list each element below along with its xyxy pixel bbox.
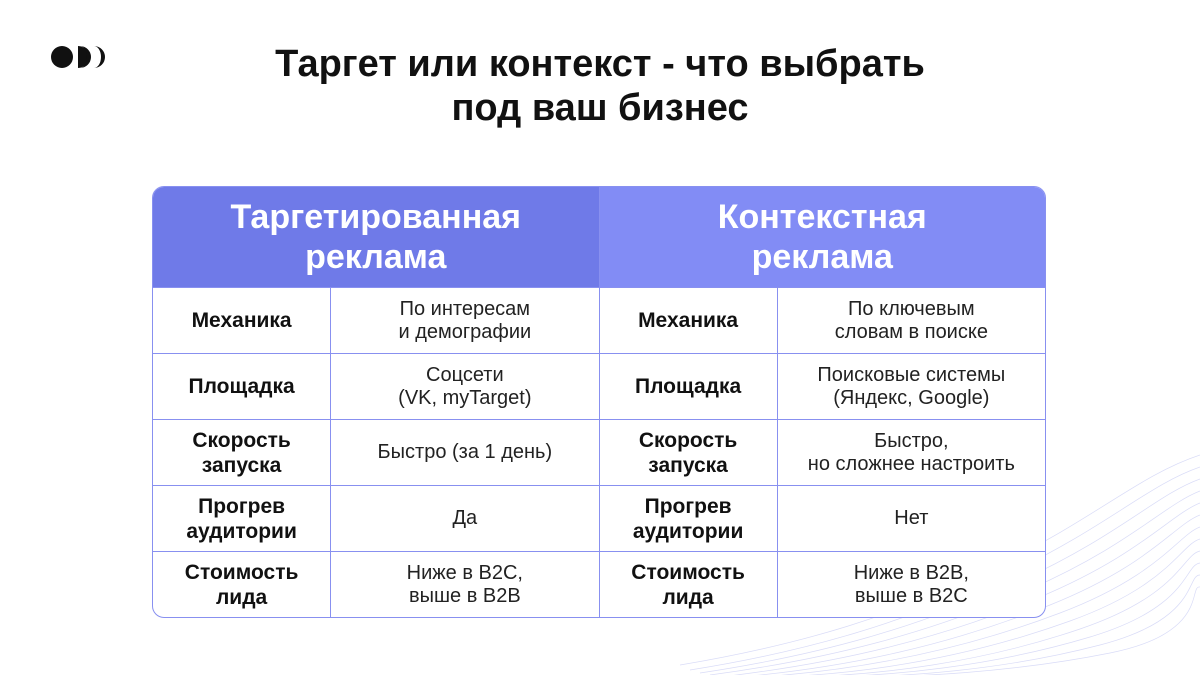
- row-value-text: но сложнее настроить: [807, 452, 1015, 475]
- row-label-text: запуска: [201, 453, 282, 477]
- row-value-audience-warmup: [778, 486, 1045, 551]
- row-value-text: Ниже в B2C,: [406, 561, 523, 584]
- context-ads-column: [599, 187, 1046, 617]
- row-value-platform: [778, 354, 1045, 419]
- table-row: [153, 288, 599, 354]
- context-ads-header-line-1: Контекстная: [717, 198, 927, 236]
- context-ads-header: [600, 187, 1046, 288]
- row-label-launch-speed: [153, 420, 331, 485]
- row-label-text: Площадка: [635, 375, 742, 398]
- context-ads-header-line-2: реклама: [751, 238, 893, 276]
- row-value-platform: [331, 354, 598, 419]
- row-value-launch-speed: [778, 420, 1045, 485]
- row-value-text: По ключевым: [848, 297, 975, 320]
- row-value-text: словам в поиске: [834, 320, 988, 343]
- row-label-lead-cost: [600, 552, 778, 617]
- row-value-text: выше в B2C: [854, 584, 968, 607]
- targeted-ads-header: [153, 187, 599, 288]
- row-value-text: По интересам: [399, 297, 531, 320]
- row-label-text: аудитории: [632, 519, 744, 543]
- table-row: [153, 486, 599, 552]
- row-value-text: Нет: [894, 507, 929, 529]
- row-value-text: (VK, myTarget): [398, 386, 532, 409]
- row-label-text: аудитории: [186, 519, 297, 543]
- row-label-text: Механика: [191, 309, 292, 332]
- row-label-text: лида: [215, 585, 268, 609]
- row-label-platform: [600, 354, 778, 419]
- row-label-text: Стоимость: [184, 560, 299, 584]
- row-value-text: Быстро (за 1 день): [377, 441, 553, 463]
- row-value-text: выше в B2B: [408, 584, 521, 607]
- targeted-ads-column: [153, 187, 599, 617]
- row-value-launch-speed: [331, 420, 598, 485]
- row-label-text: Стоимость: [631, 560, 745, 584]
- table-row: [600, 486, 1046, 552]
- page-title: [0, 42, 1200, 130]
- row-value-text: (Яндекс, Google): [833, 386, 990, 409]
- row-value-text: Быстро,: [874, 429, 949, 452]
- page-title-line-1: Таргет или контекст - что выбрать: [275, 43, 925, 85]
- row-label-text: Площадка: [188, 375, 295, 398]
- row-label-audience-warmup: [153, 486, 331, 551]
- row-value-text: и демографии: [398, 320, 532, 343]
- row-value-lead-cost: [778, 552, 1045, 617]
- row-label-text: Прогрев: [198, 494, 286, 518]
- row-label-lead-cost: [153, 552, 331, 617]
- row-label-mechanics: [600, 288, 778, 353]
- comparison-table: [152, 186, 1046, 618]
- table-row: [600, 288, 1046, 354]
- row-label-text: Механика: [638, 309, 739, 332]
- table-row: [153, 354, 599, 420]
- row-value-mechanics: [331, 288, 598, 353]
- table-row: [153, 552, 599, 617]
- row-label-launch-speed: [600, 420, 778, 485]
- row-label-mechanics: [153, 288, 331, 353]
- row-label-text: запуска: [648, 453, 728, 477]
- row-label-platform: [153, 354, 331, 419]
- row-value-text: Поисковые системы: [817, 363, 1006, 386]
- row-label-text: лида: [662, 585, 714, 609]
- table-row: [600, 420, 1046, 486]
- row-value-audience-warmup: [331, 486, 598, 551]
- table-row: [600, 354, 1046, 420]
- targeted-ads-header-line-1: Таргетированная: [230, 198, 521, 236]
- targeted-ads-header-line-2: реклама: [305, 238, 447, 276]
- table-row: [600, 552, 1046, 617]
- row-value-text: Ниже в B2B,: [853, 561, 969, 584]
- row-value-lead-cost: [331, 552, 598, 617]
- row-label-text: Прогрев: [644, 494, 732, 518]
- row-label-text: Скорость: [638, 428, 738, 452]
- row-value-mechanics: [778, 288, 1045, 353]
- row-value-text: Соцсети: [426, 363, 504, 386]
- row-label-text: Скорость: [192, 428, 291, 452]
- row-label-audience-warmup: [600, 486, 778, 551]
- row-value-text: Да: [452, 507, 478, 529]
- page-title-line-2: под ваш бизнес: [451, 87, 749, 129]
- table-row: [153, 420, 599, 486]
